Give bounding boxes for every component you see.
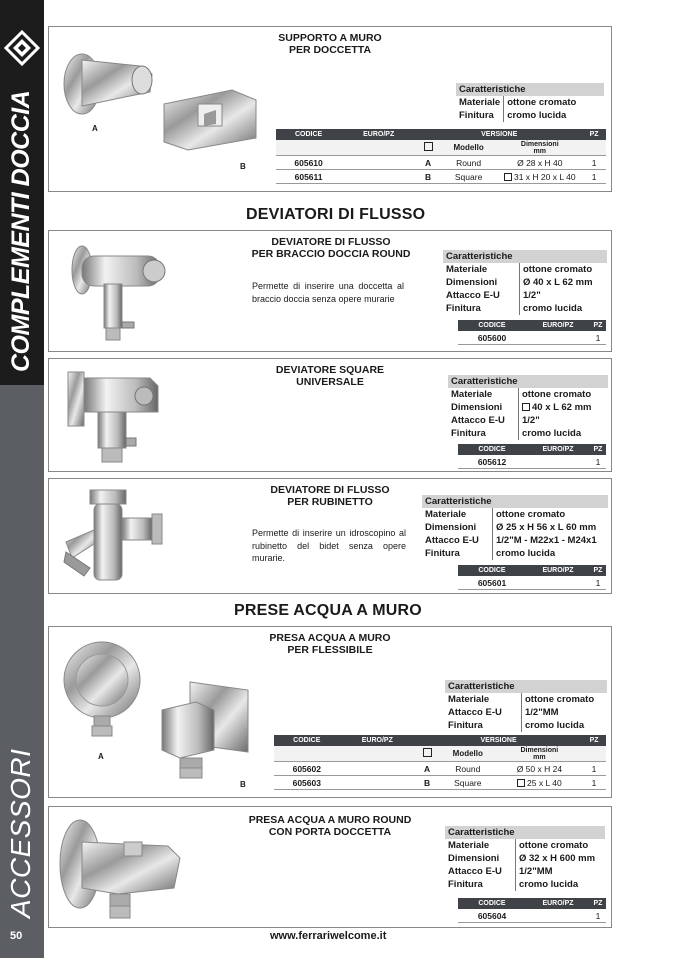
table-row: 605610 A Round Ø 28 x H 40 1 bbox=[276, 156, 606, 170]
features-table: Materiale ottone cromato Dimensioni Ø 40 x L 62 mm Attacco E-U 1/2" Finitura cromo lucida bbox=[443, 263, 596, 315]
product-image-deviatore-round bbox=[62, 240, 172, 344]
code-table: CODICE EURO/PZ PZ 605604 1 bbox=[458, 898, 606, 923]
square-icon bbox=[522, 403, 530, 411]
code-table: CODICE EURO/PZ PZ 605601 1 bbox=[458, 565, 606, 590]
features-panel bbox=[456, 83, 604, 122]
features-header: Caratteristiche bbox=[445, 826, 605, 839]
variant-label-a: A bbox=[98, 752, 104, 761]
brand-logo-icon bbox=[4, 30, 40, 66]
table-row: 605612 1 bbox=[458, 455, 606, 469]
features-header: Caratteristiche bbox=[445, 680, 607, 693]
product-image-round-holder bbox=[60, 44, 160, 120]
product-image-presa-square bbox=[156, 680, 252, 780]
product-image-presa-porta-doccetta bbox=[58, 818, 188, 922]
variant-label-a: A bbox=[92, 124, 98, 133]
table-row: 605603 B Square 25 x L 40 1 bbox=[274, 776, 606, 790]
code-table: CODICE EURO/PZ PZ 605600 1 bbox=[458, 320, 606, 345]
code-table: CODICE EURO/PZ VERSIONE PZ Modello Dimensioni mm 605602 A Round Ø 50 x H 24 1 605603 B Square 25 x L 40 1 bbox=[274, 735, 606, 790]
product-description: Permette di inserire una doccetta al braccio doccia senza opere murarie bbox=[252, 281, 404, 304]
section-heading-deviatori: DEVIATORI DI FLUSSO bbox=[246, 206, 426, 223]
features-table: Materiale ottone cromato Finitura cromo lucida bbox=[456, 96, 579, 122]
code-table: CODICE EURO/PZ PZ 605612 1 bbox=[458, 444, 606, 469]
features-panel bbox=[448, 375, 608, 440]
features-header: Caratteristiche bbox=[456, 83, 604, 96]
code-table: CODICE EURO/PZ VERSIONE PZ Modello Dimensioni mm 605610 A Round Ø 28 x H 40 1 605611 B Square 31 x H 20 x L 40 1 bbox=[276, 129, 606, 184]
square-icon bbox=[423, 748, 432, 757]
features-header: Caratteristiche bbox=[422, 495, 608, 508]
product-title: DEVIATORE SQUARE UNIVERSALE bbox=[275, 364, 385, 388]
product-description: Permette di inserire un idroscopino al rubinetto del bidet senza opere murarie. bbox=[252, 528, 406, 563]
table-row: 605611 B Square 31 x H 20 x L 40 1 bbox=[276, 170, 606, 184]
features-panel bbox=[445, 680, 607, 732]
table-row: 605602 A Round Ø 50 x H 24 1 bbox=[274, 762, 606, 776]
features-panel bbox=[422, 495, 608, 560]
features-table: Materiale ottone cromato Dimensioni 40 x L 62 mm Attacco E-U 1/2" Finitura cromo lucida bbox=[448, 388, 595, 440]
product-title: SUPPORTO A MURO PER DOCCETTA bbox=[278, 32, 382, 56]
sidebar bbox=[0, 0, 44, 958]
section-title: ACCESSORI bbox=[5, 748, 36, 918]
table-row: 605601 1 bbox=[458, 576, 606, 590]
features-header: Caratteristiche bbox=[448, 375, 608, 388]
product-title: DEVIATORE DI FLUSSO PER BRACCIO DOCCIA ROUND bbox=[251, 236, 411, 260]
features-table: Materiale ottone cromato Attacco E-U 1/2"MM Finitura cromo lucida bbox=[445, 693, 597, 732]
product-title: PRESA ACQUA A MURO ROUND CON PORTA DOCCETTA bbox=[248, 814, 412, 838]
variant-label-b: B bbox=[240, 162, 246, 171]
square-icon bbox=[424, 142, 433, 151]
product-title: PRESA ACQUA A MURO PER FLESSIBILE bbox=[269, 632, 391, 656]
product-image-deviatore-square bbox=[66, 364, 166, 466]
features-panel bbox=[445, 826, 605, 891]
features-table: Materiale ottone cromato Dimensioni Ø 25 x H 56 x L 60 mm Attacco E-U 1/2"M - M22x1 - M24x1 Finitura cromo lucida bbox=[422, 508, 600, 560]
footer-url[interactable]: www.ferrariwelcome.it bbox=[270, 930, 387, 942]
product-image-presa-round bbox=[60, 640, 150, 740]
features-header: Caratteristiche bbox=[443, 250, 607, 263]
square-icon bbox=[517, 779, 525, 787]
product-title: DEVIATORE DI FLUSSO PER RUBINETTO bbox=[270, 484, 390, 508]
section-heading-prese: PRESE ACQUA A MURO bbox=[234, 602, 422, 619]
features-panel bbox=[443, 250, 607, 315]
product-image-square-holder bbox=[160, 86, 260, 152]
product-image-deviatore-rubinetto bbox=[62, 488, 166, 586]
category-title: COMPLEMENTI DOCCIA bbox=[7, 90, 35, 372]
square-icon bbox=[504, 173, 512, 181]
page-number: 50 bbox=[10, 930, 23, 942]
features-table: Materiale ottone cromato Dimensioni Ø 32 x H 600 mm Attacco E-U 1/2"MM Finitura cromo lucida bbox=[445, 839, 598, 891]
table-row: 605600 1 bbox=[458, 331, 606, 345]
variant-label-b: B bbox=[240, 780, 246, 789]
table-row: 605604 1 bbox=[458, 909, 606, 923]
